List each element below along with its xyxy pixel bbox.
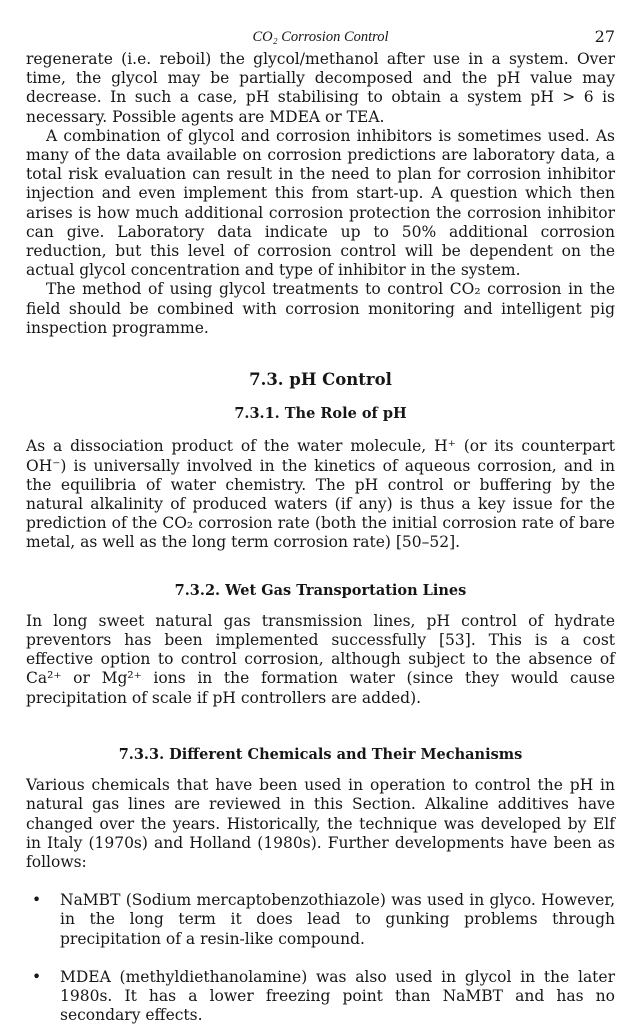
bullet-icon: •: [32, 891, 42, 910]
subsection-heading-wet-gas-lines: 7.3.2. Wet Gas Transportation Lines: [174, 581, 467, 599]
paragraph-chemicals-mechanisms: Various chemicals that have been used in operation to control the pH in natural gas lines are reviewed in this Section. Alkaline additives have changed over the years. Historically, the technique was developed by Elf in Italy (1970s) and Holland (1980s). Further developments have been as follows:: [26, 776, 615, 871]
bullet-list: [26, 891, 615, 1025]
section-heading-ph-control: 7.3. pH Control: [249, 370, 392, 390]
paragraph-role-of-ph: As a dissociation product of the water molecule, H⁺ (or its counterpart OH⁻) is universally involved in the kinetics of aqueous corrosion, and in the equilibria of water chemistry. The pH control or buffering by the natural alkalinity of produced waters (if any) is thus a key issue for the prediction of the CO₂ corrosion rate (both the initial corrosion rate of bare metal, as well as the long term corrosion rate) [50–52].: [26, 437, 615, 552]
list-item: [26, 891, 615, 949]
running-title: CO₂ Corrosion Control: [252, 29, 389, 45]
list-item-text: MDEA (methyldiethanolamine) was also used in glycol in the later 1980s. It has a lower freezing point than NaMBT and has no secondary effects.: [60, 967, 615, 1025]
paragraph-glycol-inhibitors: A combination of glycol and corrosion inhibitors is sometimes used. As many of the data available on corrosion predictions are laboratory data, a total risk evaluation can result in the need to plan for corrosion inhibitor injection and even implement this from start-up. A question which then arises is how much additional corrosion protection the corrosion inhibitor can give. Laboratory data indicate up to 50% additional corrosion reduction, but this level of corrosion control will be dependent on the actual glycol concentration and type of inhibitor in the system.: [26, 126, 615, 280]
body-text: [26, 50, 615, 1025]
subsection-heading-role-of-ph: 7.3.1. The Role of pH: [234, 405, 407, 423]
list-item: [26, 968, 615, 1025]
list-item-text: NaMBT (Sodium mercaptobenzothiazole) was used in glyco. However, in the long term it does lead to gunking problems through precipitation of a resin-like compound.: [60, 891, 615, 948]
paragraph-glycol-treatment-method: The method of using glycol treatments to control CO₂ corrosion in the field should be combined with corrosion monitoring and intelligent pig inspection programme.: [26, 280, 615, 337]
bullet-icon: •: [32, 967, 42, 986]
subsection-heading-chemicals-mechanisms: 7.3.3. Different Chemicals and Their Mechanisms: [118, 745, 523, 763]
paragraph-glycol-regeneration: regenerate (i.e. reboil) the glycol/methanol after use in a system. Over time, the glycol may be partially decomposed and the pH value may decrease. In such a case, pH stabilising to obtain a system pH > 6 is necessary. Possible agents are MDEA or TEA.: [26, 50, 615, 126]
document-page: [26, 26, 615, 1025]
running-header: [26, 26, 615, 50]
page-number: 27: [594, 27, 615, 46]
paragraph-wet-gas-lines: In long sweet natural gas transmission lines, pH control of hydrate preventors has been implemented successfully [53]. This is a cost effective option to control corrosion, although subject to the absence of Ca²⁺ or Mg²⁺ ions in the formation water (since they would cause precipitation of scale if pH controllers are added).: [26, 611, 615, 707]
